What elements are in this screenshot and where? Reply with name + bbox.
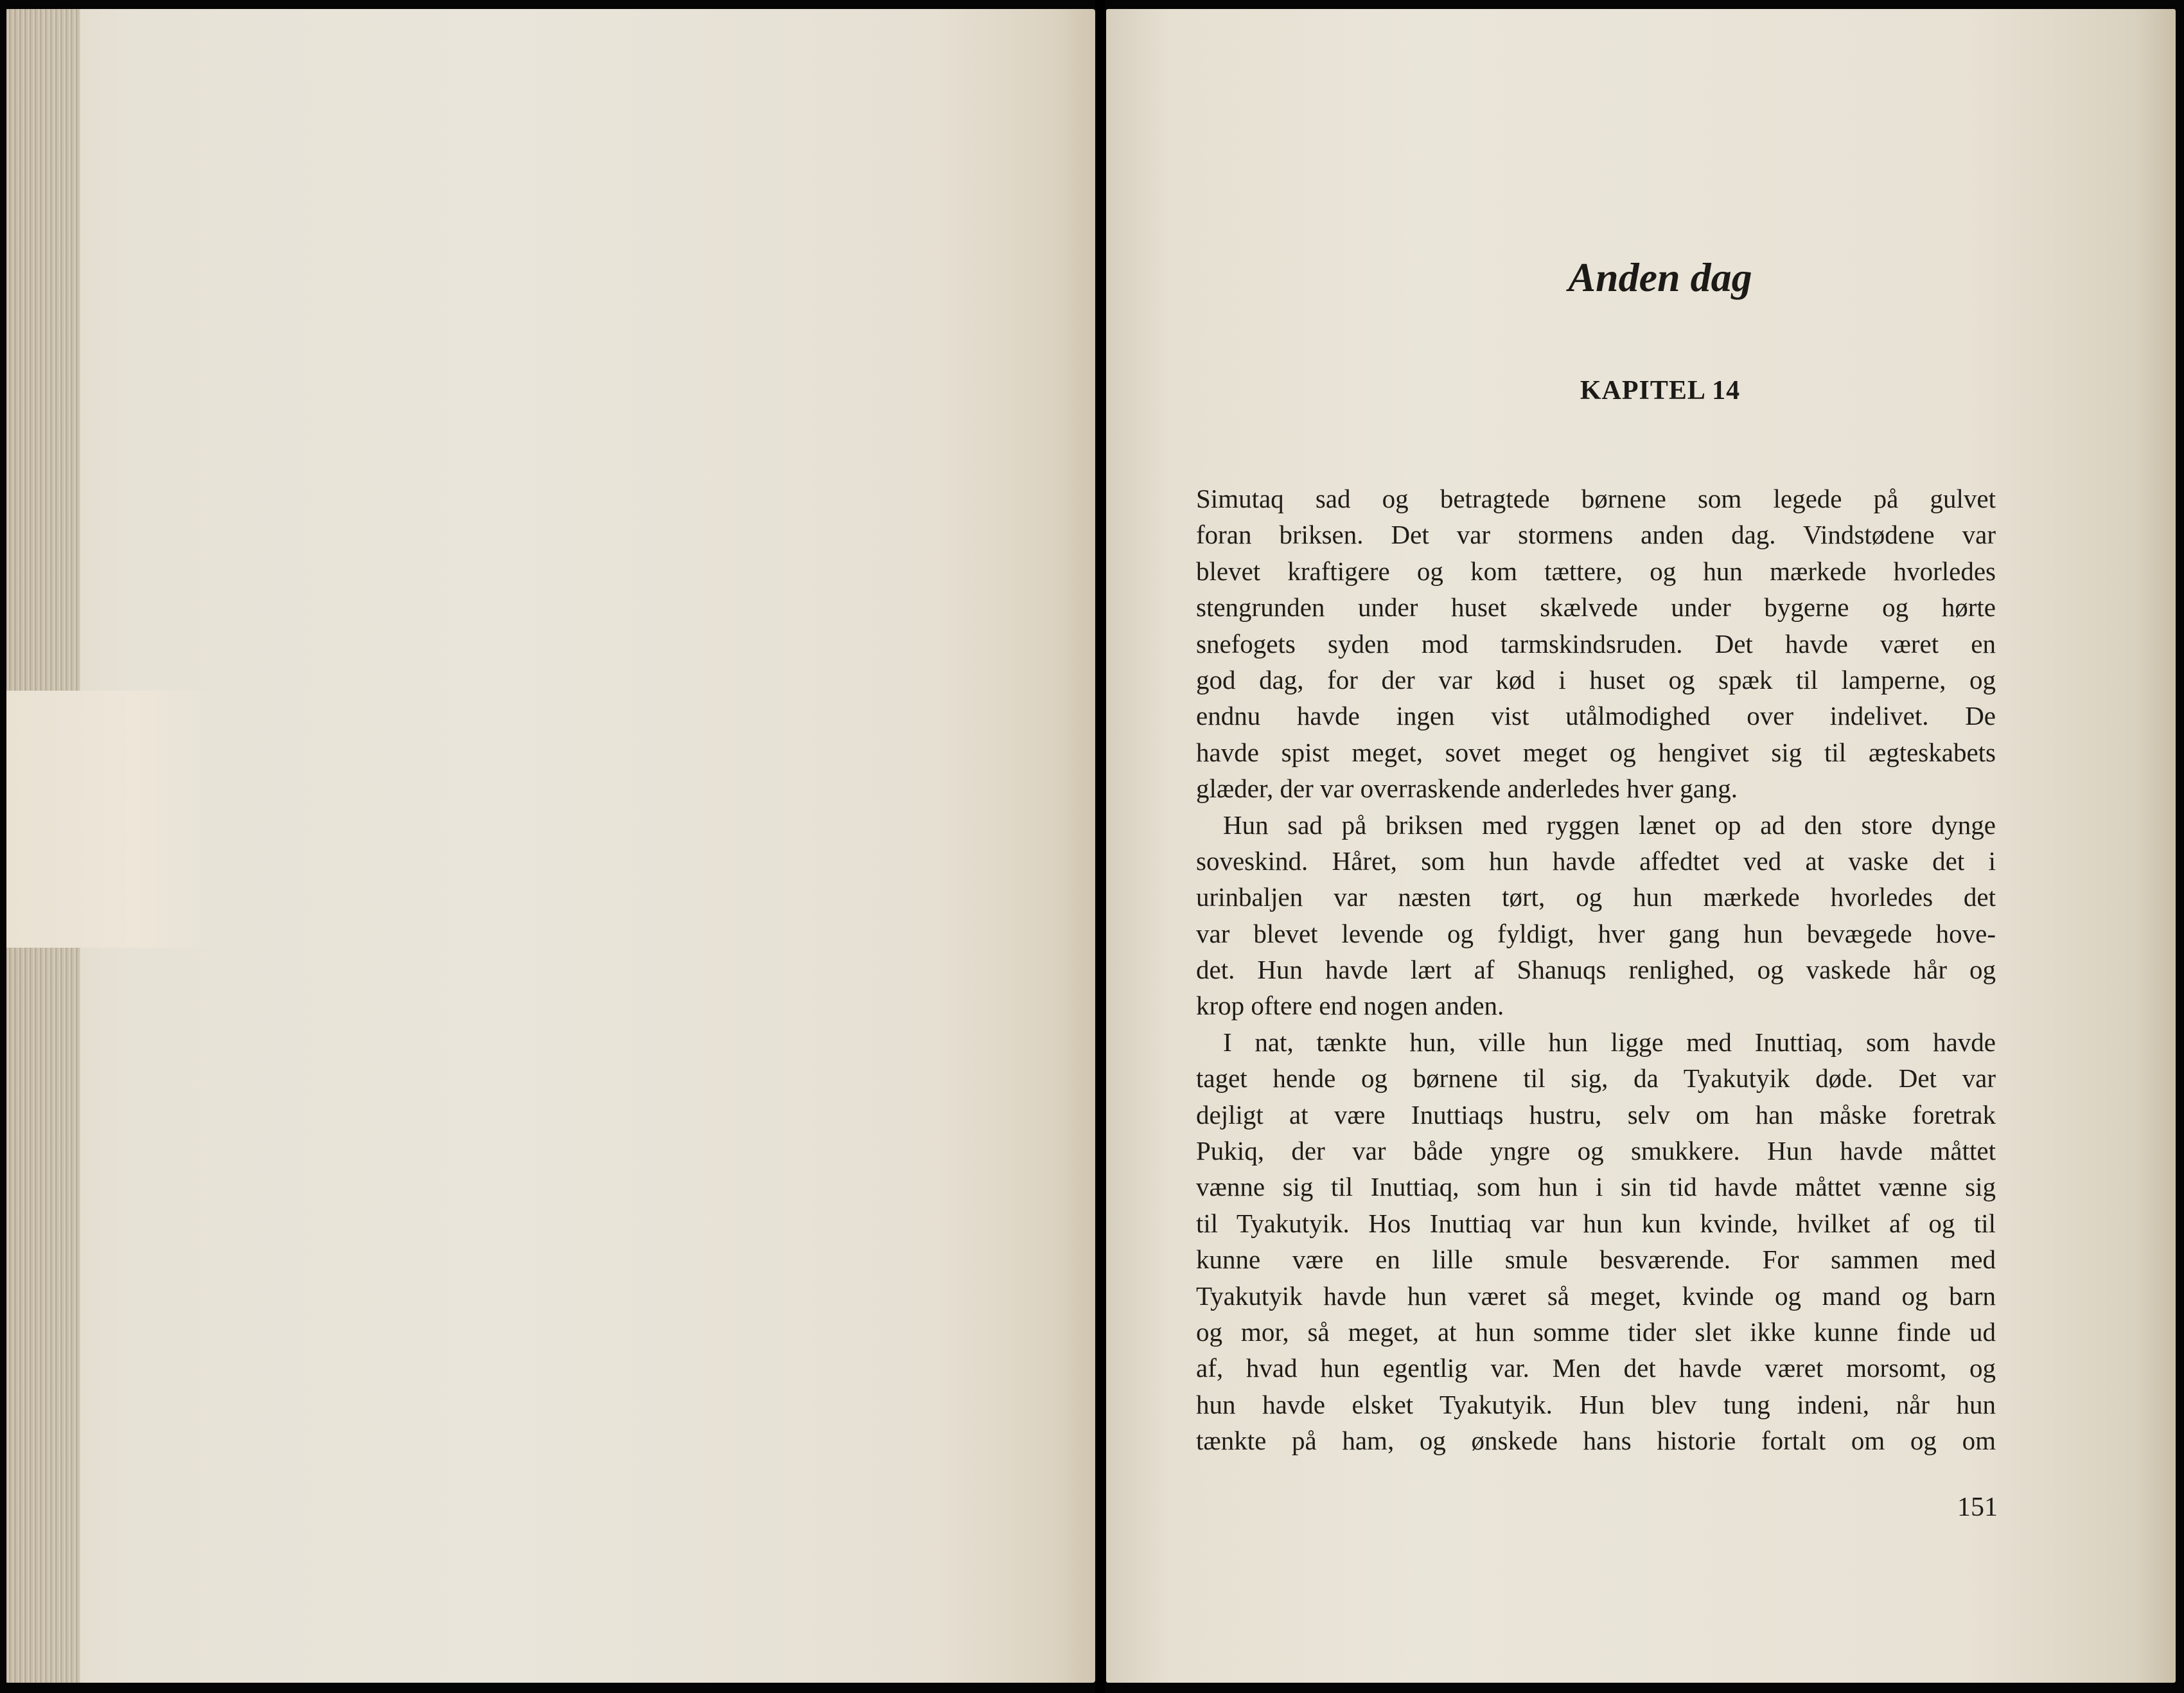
text-line: kunne være en lille smule besværende. For sammen med [1196, 1245, 1996, 1275]
text-line: snefogets syden mod tarmskindsruden. Det havde været en [1196, 628, 1996, 659]
paragraph-3 [1196, 1024, 1996, 1459]
book-gutter [1095, 0, 1105, 1693]
text-line: til Tyakutyik. Hos Inuttiaq var hun kun kvinde, hvilket af og til [1196, 1208, 1996, 1238]
text-line: dejligt at være Inuttiaqs hustru, selv om han måske foretrak [1196, 1099, 1996, 1130]
text-line: havde spist meget, sovet meget og hengivet sig til ægteskabets [1196, 737, 1996, 767]
text-line: Pukiq, der var både yngre og smukkere. Hun havde måttet [1196, 1136, 1996, 1166]
text-line: stengrunden under huset skælvede under bygerne og hørte [1196, 592, 1996, 623]
text-line: hun havde elsket Tyakutyik. Hun blev tung indeni, når hun [1196, 1389, 1996, 1419]
text-line: af, hvad hun egentlig var. Men det havde været morsomt, og [1196, 1353, 1996, 1383]
paragraph-2 [1196, 807, 1996, 1024]
chapter-title: Anden dag [1568, 254, 1752, 300]
paragraph-1 [1196, 481, 1996, 807]
text-line: taget hende og børnene til sig, da Tyakutyik døde. Det var [1196, 1063, 1996, 1094]
text-line: endnu havde ingen vist utålmodighed over indelivet. De [1196, 701, 1996, 731]
text-line: tænkte på ham, og ønskede hans historie fortalt om og om [1196, 1426, 1996, 1456]
text-line: og mor, så meget, at hun somme tider slet ikke kunne finde ud [1196, 1316, 1996, 1347]
text-line: var blevet levende og fyldigt, hver gang hun bevægede hove- [1196, 918, 1996, 948]
text-line: I nat, tænkte hun, ville hun ligge med Inuttiaq, som havde [1223, 1027, 1996, 1057]
page-number: 151 [1957, 1493, 1998, 1522]
text-line: Hun sad på briksen med ryggen lænet op ad den store dynge [1223, 810, 1996, 840]
left-page-light-patch [6, 691, 218, 948]
text-line: god dag, for der var kød i huset og spæk til lamperne, og [1196, 664, 1996, 695]
text-line: glæder, der var overraskende anderledes hver gang. [1196, 774, 1738, 804]
text-line: krop oftere end nogen anden. [1196, 991, 1504, 1021]
chapter-number: KAPITEL 14 [1580, 376, 1741, 405]
text-line: Simutaq sad og betragtede børnene som legede på gulvet [1196, 484, 1996, 513]
text-line: vænne sig til Inuttiaq, som hun i sin tid havde måttet vænne sig [1196, 1172, 1996, 1202]
body-text [1196, 481, 1996, 1459]
text-line: Tyakutyik havde hun været så meget, kvinde og mand og barn [1196, 1281, 1996, 1311]
text-line: det. Hun havde lært af Shanuqs renlighed, og vaskede hår og [1196, 955, 1996, 985]
text-line: soveskind. Håret, som hun havde affedtet ved at vaske det i [1196, 846, 1996, 876]
text-line: foran briksen. Det var stormens anden dag. Vindstødene var [1196, 520, 1996, 550]
text-line: blevet kraftigere og kom tættere, og hun mærkede hvorledes [1196, 556, 1996, 586]
text-line: urinbaljen var næsten tørt, og hun mærkede hvorledes det [1196, 882, 1996, 912]
